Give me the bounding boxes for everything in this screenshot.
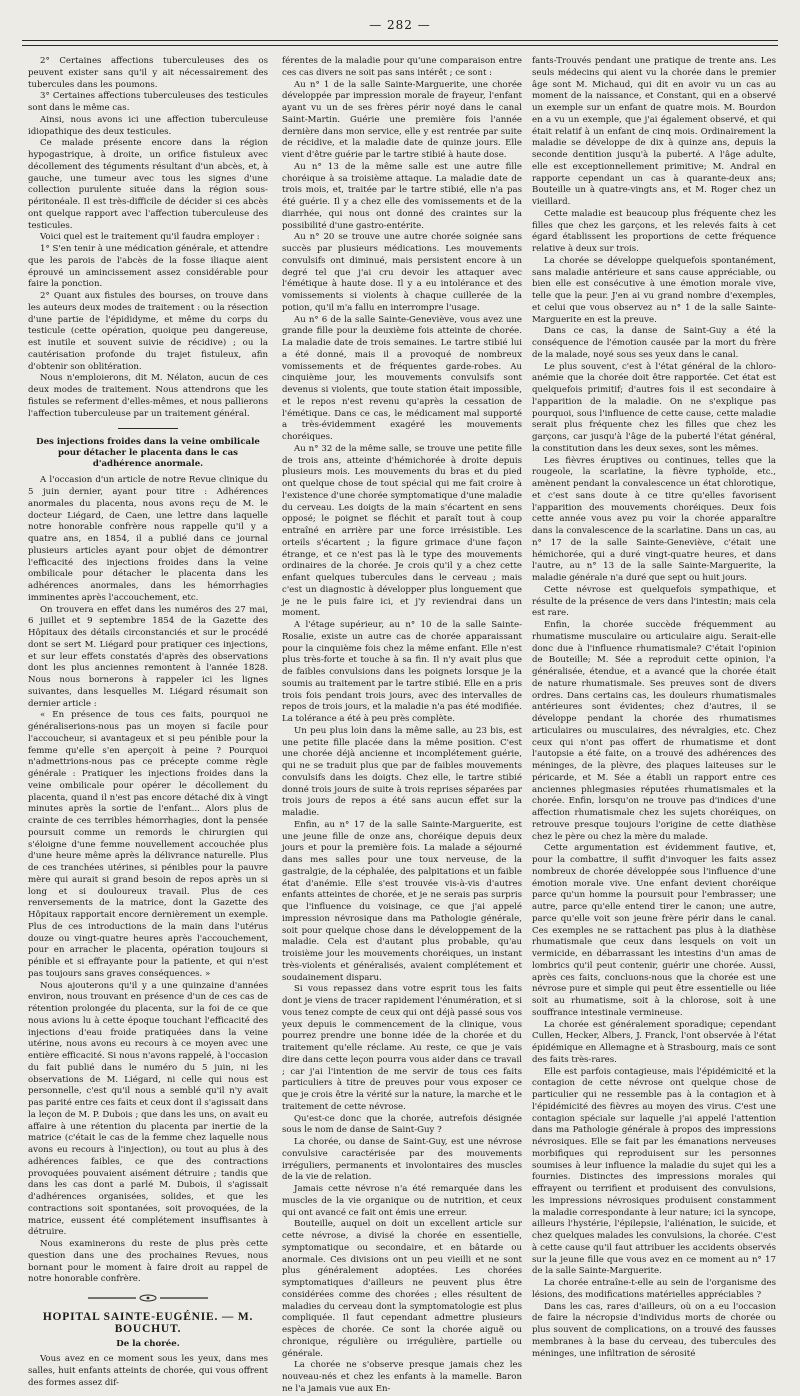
- paragraph: Cette maladie est beaucoup plus fréquente chez les filles que chez les garçons, et les relevés faits à cet égard établissent les proportions de cette fréquence relative à deux sur trois.: [532, 208, 776, 254]
- paragraph: Cette névrose est quelquefois sympathique, et résulte de la présence de vers dans l'intestin; mais cela est rare.: [532, 584, 776, 619]
- paragraph: fants-Trouvés pendant une pratique de trente ans. Les seuls médecins qui aient vu la chorée dans le premier âge sont M. Michaud, qui dit en avoir vu un cas au moment de la naissance, et Constant, qui en a observé un exemple sur un enfant de quatre mois. M. Bourdon en a vu un exemple, que j'ai également observé, et qui était relatif à un enfant de cinq mois. Ordinairement la maladie se développe de dix à quinze ans, depuis la seconde dentition jusqu'à la puberté. A l'âge adulte, elle est exceptionnellement primitive; M. Andral en rapporte cependant un cas à quarante-deux ans; Bouteille un à quatre-vingts ans, et M. Roger chez un vieillard.: [532, 56, 776, 207]
- paragraph: Jamais cette névrose n'a été remarquée dans les muscles de la vie organique ou de nutrition, et ceux qui ont avancé ce fait ont émis une erreur.: [282, 1184, 522, 1218]
- separator-rule: [118, 428, 178, 429]
- paragraph: A l'occasion d'un article de notre Revue clinique du 5 juin dernier, ayant pour titre : Adhérences anormales du placenta, nous avons reçu de M. le docteur Liégard, de Caen, une lettre dans laquelle notre honorable confrère nous rappelle qu'il y a quatre ans, en 1854, il a publié dans ce journal plusieurs articles ayant pour objet de démontrer l'efficacité des injections froides dans la veine ombilicale pour détacher le placenta dans les adhérences anormales, dans les hémorrhagies imminentes après l'accouchement, etc.: [28, 475, 268, 603]
- paragraph: Au n° 6 de la salle Sainte-Geneviève, vous avez une grande fille pour la deuxième fois atteinte de chorée. La maladie date de trois semaines. Le tartre stibié lui a été donné, mais il a provoqué de nombreux vomissements et de fréquentes garde-robes. Au cinquième jour, les mouvements convulsifs sont devenus si violents, que toute station était impossible, et le repos n'est revenu qu'après la cessation de l'émétique. Dans ce cas, le médicament mal supporté a très-évidemment exagéré les mouvements choréiques.: [282, 314, 522, 442]
- paragraph: Dans les cas, rares d'ailleurs, où on a eu l'occasion de faire la nécropsie d'individus morts de chorée ou plus souvent de complications, on a trouvé des fausses membranes à la base du cerveau, des tubercules des méninges, une infiltration de sérosité: [532, 1301, 776, 1359]
- paragraph: On trouvera en effet dans les numéros des 27 mai, 6 juillet et 9 septembre 1854 de la Gazette des Hôpitaux des détails circonstanciés et sur le procédé dont se sert M. Liégard pour pratiquer ces injections, et sur leur effets constatés d'après des observations dont les plus anciennes remontent à l'année 1828. Nous nous bornerons à rappeler ici les lignes suivantes, dans lesquelles M. Liégard résumait son dernier article :: [28, 604, 268, 709]
- article-heading: Des injections froides dans la veine ombilicale pour détacher le placenta dans le cas d'adhérence anormale.: [36, 437, 260, 470]
- paragraph: Ainsi, nous avons ici une affection tuberculeuse idiopathique des deux testicules.: [28, 114, 268, 137]
- paragraph: A l'étage supérieur, au n° 10 de la salle Sainte-Rosalie, existe un autre cas de chorée apparaissant pour la cinquième fois chez la même enfant. Elle n'est plus très-forte et touche à sa fin. Il n'y avait plus que de faibles convulsions dans les poignets lorsque je la soumis au traitement par le tartre stibié. Elle en a pris trois fois pendant trois jours, avec des intervalles de repos de trois jours, et la maladie n'a pas été modifiée. La tolérance a été à peu près complète.: [282, 620, 522, 724]
- col1-paras3: [28, 1354, 268, 1389]
- paragraph: La chorée, ou danse de Saint-Guy, est une névrose convulsive caractérisée par des mouvements irréguliers, permanents et involontaires des muscles de la vie de relation.: [282, 1137, 522, 1183]
- paragraph: Enfin, la chorée succède fréquemment au rhumatisme musculaire ou articulaire aigu. Serait-elle donc due à l'influence rhumatismale? C'était l'opinion de Bouteille; M. Sée a reproduit cette opinion, l'a généralisée, étendue, et a avancé que la chorée était de nature rhumatismale. Ses preuves sont de divers ordres. Dans certains cas, les douleurs rhumatismales antérieures sont évidentes; chez d'autres, il se développe pendant la chorée des rhumatismes articulaires ou musculaires, des névralgies, etc. Chez ceux qui n'ont pas offert de rhumatisme et dont l'autopsie a été faite, on a trouvé des adhérences des méninges, de la plèvre, des plaques laiteuses sur le péricarde, et M. Sée a établi un rapport entre ces anciennes phlegmasies réputées rhumatismales et la chorée. Enfin, lorsqu'on ne trouve pas d'indices d'une affection rhumatismale chez les sujets choréiques, on retrouve presque toujours l'origine de cette diathèse chez le père ou chez la mère du malade.: [532, 620, 776, 842]
- paragraph: Au n° 20 se trouve une autre chorée soignée sans succès par plusieurs médications. Les mouvements convulsifs ont diminué, mais persistent encore à un degré tel que j'ai cru devoir les attaquer avec l'émétique à haute dose. Il y a eu intolérance et des vomissements si violents à chaque cuillerée de la potion, qu'il m'a fallu en interrompre l'usage.: [282, 232, 522, 313]
- paragraph: Un peu plus loin dans la même salle, au 23 bis, est une petite fille placée dans la même position. C'est une chorée déjà ancienne et incomplétement guérie, qui ne se traduit plus que par de faibles mouvements convulsifs dans les doigts. Chez elle, le tartre stibié donné trois jours de suite à trois reprises séparées par trois jours de repos a été sans aucun effet sur la maladie.: [282, 725, 522, 818]
- paragraph: Si vous repassez dans votre esprit tous les faits dont je viens de tracer rapidement l'énumération, et si vous tenez compte de ceux qui ont déjà passé sous vos yeux depuis le commencement de la clinique, vous pourrez prendre une bonne idée de la chorée et du traitement qu'elle réclame. Au reste, ce que je vais dire dans cette leçon pourra vous aider dans ce travail ; car j'ai l'intention de me servir de tous ces faits particuliers à titre de preuves pour vous exposer ce que je crois être la vérité sur la nature, la marche et le traitement de cette névrose.: [282, 984, 522, 1112]
- column-2: [282, 56, 522, 1394]
- paragraph: Nous examinerons du reste de plus près cette question dans une des prochaines Revues, nous bornant pour le moment à faire droit au rappel de notre honorable confrère.: [28, 1239, 268, 1285]
- paragraph: Qu'est-ce donc que la chorée, autrefois désignée sous le nom de danse de Saint-Guy ?: [282, 1113, 522, 1136]
- paragraph: Au n° 32 de la même salle, se trouve une petite fille de trois ans, atteinte d'hémichorée à droite depuis plusieurs mois. Les mouvements du bras et du pied ont quelque chose de tout spécial qui me fait croire à l'existence d'une chorée symptomatique d'une maladie du cerveau. Les doigts de la main s'écartent en sens opposé; le poignet se fléchit et paraît tout à coup entraîné en arrière par une force irrésistible. Les orteils s'écartent ; la figure grimace d'une façon étrange, et ce n'est pas là le type des mouvements ordinaires de la chorée. Je crois qu'il y a chez cette enfant quelques tubercules dans le cerveau ; mais c'est un diagnostic à développer plus longuement que je ne le puis faire ici, et j'y reviendrai dans un moment.: [282, 443, 522, 619]
- paragraph: Vous avez en ce moment sous les yeux, dans mes salles, huit enfants atteints de chorée, qui vous offrent des formes assez dif-: [28, 1354, 268, 1388]
- paragraph: La chorée est généralement sporadique; cependant Cullen, Hecker, Albers, J. Franck, l'ont observée à l'état épidémique en Allemagne et à Strasbourg, mais ce sont des faits très-rares.: [532, 1019, 776, 1065]
- paragraph: « En présence de tous ces faits, pourquoi ne généraliserions-nous pas un moyen si facile pour l'accoucheur, si avantageux et si peu pénible pour la femme qu'elle s'en aperçoit à peine ? Pourquoi n'admettrions-nous pas ce précepte comme règle générale : Pratiquer les injections froides dans la veine ombilicale pour opérer le décollement du placenta, quand il n'est pas encore détaché dix à vingt minutes après la sortie de l'enfant... Alors plus de crainte de ces terribles hémorrhagies, dont la pensée poursuit comme un remords le chirurgien qui s'éloigne d'une femme nouvellement accouchée plus d'une heure même après la délivrance naturelle. Plus de ces tranchées utérines, si pénibles pour la pauvre mère qui aurait si grand besoin de repos après un si long et si douloureux travail. Plus de ces renversements de la matrice, dont la Gazette des Hôpitaux rapportait encore dernièrement un exemple. Plus de ces introductions de la main dans l'utérus douze ou vingt-quatre heures après l'accouchement, pour en arracher le placenta, opération toujours si pénible et si effrayante pour la patiente, et qui n'est pas toujours sans graves conséquences. »: [28, 710, 268, 979]
- paragraph: 2° Certaines affections tuberculeuses des os peuvent exister sans qu'il y ait nécessairement des tubercules dans les poumons.: [28, 56, 268, 90]
- section-title: HOPITAL SAINTE-EUGÉNIE. — M. BOUCHUT.: [42, 1311, 254, 1335]
- paragraph: Dans ce cas, la danse de Saint-Guy a été la conséquence de l'émotion causée par la mort du frère de la malade, noyé sous ses yeux dans le canal.: [532, 326, 776, 360]
- header-rule-thin: [22, 45, 778, 46]
- paragraph: Ce malade présente encore dans la région hypogastrique, à droite, un orifice fistuleux avec décollement des téguments résultant d'un abcès, et, à gauche, une tumeur avec tous les signes d'une collection purulente située dans la région sous-péritonéale. Il est très-difficile de décider si ces abcès ont quelque rapport avec l'affection tuberculeuse des testicules.: [28, 138, 268, 231]
- paragraph: 3° Certaines affections tuberculeuses des testicules sont dans le même cas.: [28, 91, 268, 113]
- paragraph: Bouteille, auquel on doit un excellent article sur cette névrose, a divisé la chorée en essentielle, symptomatique ou secondaire, et en bâtarde ou anormale. Ces divisions ont un peu vieilli et ne sont plus généralement adoptées. Les chorées symptomatiques d'ailleurs ne peuvent plus être considérées comme des chorées ; elles résultent de maladies du cerveau dont la symptomatologie est plus compliquée. Il faut cependant admettre plusieurs espèces de chorée. Ce sont la chorée aiguë ou chronique, régulière ou irrégulière, partielle ou générale.: [282, 1219, 522, 1359]
- paragraph: Au n° 13 de la même salle est une autre fille choréique à sa troisième attaque. La maladie date de trois mois, et, traitée par le tartre stibié, elle n'a pas été guérie. Il y a chez elle des vomissements et de la diarrhée, qui nous ont donné des craintes sur la possibilité d'une gastro-entérite.: [282, 161, 522, 231]
- paragraph: Voici quel est le traitement qu'il faudra employer :: [40, 232, 260, 243]
- column-1: [28, 56, 268, 1388]
- section-subtitle: De la chorée.: [116, 1338, 180, 1349]
- paragraph: 1° S'en tenir à une médication générale, et attendre que les parois de l'abcès de la fosse iliaque aient éprouvé un amincissement assez considérable pour faire la ponction.: [28, 244, 268, 290]
- paragraph: Au n° 1 de la salle Sainte-Marguerite, une chorée développée par impression morale de frayeur, l'enfant ayant vu un de ses frères périr noyé dans le canal Saint-Martin. Guérie une première fois l'année dernière dans mon service, elle y est rentrée par suite de récidive, et la maladie date de quinze jours. Elle vient d'être guérie par le tartre stibié à haute dose.: [282, 79, 522, 160]
- paragraph: Nous ajouterons qu'il y a une quinzaine d'années environ, nous trouvant en présence d'un de ces cas de rétention prolongée du placenta, sur la foi de ce que nous avions lu à cette époque touchant l'efficacité des injections d'eau froide pratiquées dans la veine utérine, nous avons eu recours à ce moyen avec une entière efficacité. Si nous n'avons rappelé, à l'occasion du fait publié dans le numéro du 5 juin, ni les observations de M. Liégard, ni celle qui nous est personnelle, c'est qu'il nous a semblé qu'il n'y avait pas parité entre ces faits et ceux dont il s'agissait dans la leçon de M. P. Dubois ; que dans les uns, on avait eu affaire à une rétention du placenta par inertie de la matrice (c'était le cas de la femme chez laquelle nous avons eu recours à l'injection), ou tout au plus à des adhérences faibles, ce que des contractions provoquées pouvaient aisément détruire ; tandis que dans les cas dont a parlé M. Dubois, il s'agissait d'adhérences organisées, solides, et que les contractions soit spontanées, soit provoquées, de la matrice, eussent été complétement insuffisantes à détruire.: [28, 980, 268, 1238]
- paragraph: La chorée entraîne-t-elle au sein de l'organisme des lésions, des modifications matérielles appréciables ?: [532, 1278, 776, 1300]
- paragraph: férentes de la maladie pour qu'une comparaison entre ces cas divers ne soit pas sans intérêt ; ce sont :: [282, 56, 522, 78]
- ornament-divider-icon: [88, 1294, 208, 1302]
- col1-paras2: [28, 475, 268, 1286]
- paragraph: Le plus souvent, c'est à l'état général de la chloro-anémie que la chorée doit être rapportée. Cet état est quelquefois primitif; d'autres fois il est secondaire à l'apparition de la maladie. On ne s'explique pas pourquoi, sous l'influence de cette cause, cette maladie serait plus fréquente chez les filles que chez les garçons, car jusqu'à l'âge de la puberté l'état général, la constitution dans les deux sexes, sont les mêmes.: [532, 361, 776, 454]
- paragraph: Elle est parfois contagieuse, mais l'épidémicité et la contagion de cette névrose ont quelque chose de particulier qui ne ressemble pas à la contagion et à l'épidémicité des fièvres au moyen des virus. C'est une contagion spéciale sur laquelle j'ai appelé l'attention dans ma Pathologie générale à propos des impressions névrosiques. Elle se fait par les émanations nerveuses morbifiques qui reproduisent sur les personnes soumises à leur influence la maladie du sujet qui les a fournies. Distinctes des impressions morales qui effrayent ou terrifient et produisent des convulsions, les impressions névrosiques produisent constamment la maladie correspondante à leur nature; ici la syncope, ailleurs l'hystérie, l'épilepsie, l'aliénation, le suicide, et chez quelques malades les convulsions, la chorée. C'est à cette cause qu'il faut attribuer les accidents observés sur la jeune fille que vous avez en ce moment au n° 17 de la salle Sainte-Marguerite.: [532, 1066, 776, 1277]
- paragraph: Cette argumentation est évidemment fautive, et, pour la combattre, il suffit d'invoquer les faits assez nombreux de chorée développée sous l'influence d'une émotion morale vive. Une enfant devient choréique parce qu'un homme la poursuit pour l'embrasser; une autre, parce qu'elle entend tirer le canon; une autre, parce qu'elle voit son jeune frère périr dans le canal. Ces exemples ne se rattachent pas plus à la diathèse rhumatismale que ceux dans lesquels on voit un vermicide, en débarrassant les intestins d'un amas de lombrics qu'il peut contenir, guérir une chorée. Aussi, après ces faits, concluons-nous que la chorée est une névrose pure et simple qui peut être essentielle ou liée soit au rhumatisme, soit à la chlorose, soit à une souffrance intestinale vermineuse.: [532, 843, 776, 1018]
- page-number: — 282 —: [369, 18, 431, 32]
- paragraph: 2° Quant aux fistules des bourses, on trouve dans les auteurs deux modes de traitement : ou la résection d'une partie de l'épididyme, et même du corps du testicule (cette opération, quoique peu dangereuse, est inutile et souvent suivie de récidive) ; ou la cautérisation profonde du trajet fistuleux, afin d'obtenir son oblitération.: [28, 291, 268, 372]
- paragraph: Nous n'emploierons, dit M. Nélaton, aucun de ces deux modes de traitement. Nous attendrons que les fistules se referment d'elles-mêmes, et nous pallierons l'affection tuberculeuse par un traitement général.: [28, 373, 268, 419]
- paragraph: Les fièvres éruptives ou continues, telles que la rougeole, la scarlatine, la fièvre typhoïde, etc., amènent pendant la convalescence un état chlorotique, et c'est sans doute à ce titre qu'elles favorisent l'apparition des mouvements choréiques. Deux fois cette année vous avez pu voir la chorée apparaître dans la convalescence de la scarlatine. Dans un cas, au n° 17 de la salle Sainte-Geneviève, c'était une hémichorée, qui a duré vingt-quatre heures, et dans l'autre, au n° 13 de la salle Sainte-Marguerite, la maladie générale n'a duré que sept ou huit jours.: [532, 455, 776, 583]
- column-3: [532, 56, 776, 1359]
- col1-paras1: [28, 56, 268, 420]
- paragraph: La chorée ne s'observe presque jamais chez les nouveau-nés et chez les enfants à la mamelle. Baron ne l'a jamais vue aux En-: [282, 1360, 522, 1394]
- header-rule: [22, 40, 778, 41]
- paragraph: Enfin, au n° 17 de la salle Sainte-Marguerite, est une jeune fille de onze ans, choréique depuis deux jours et pour la première fois. La malade a séjourné dans mes salles pour une toux nerveuse, de la gastralgie, de la céphalée, des palpitations et un faible état d'anémie. Elle s'est trouvée vis-à-vis d'autres enfants atteintes de chorée, et je ne serais pas surpris que l'influence du voisinage, ce que j'ai appelé impression névrosique dans ma Pathologie générale, soit pour quelque chose dans le développement de la maladie. Cela est d'autant plus probable, qu'au troisième jour les mouvements choréiques, un instant très-violents et généralisés, avaient complétement et soudainement disparu.: [282, 819, 522, 983]
- paragraph: La chorée se développe quelquefois spontanément, sans maladie antérieure et sans cause appréciable, ou bien elle est consécutive à une émotion morale vive, telle que la peur. J'en ai vu grand nombre d'exemples, et celui que vous observez au n° 1 de la salle Sainte-Marguerite en est la preuve.: [532, 255, 776, 325]
